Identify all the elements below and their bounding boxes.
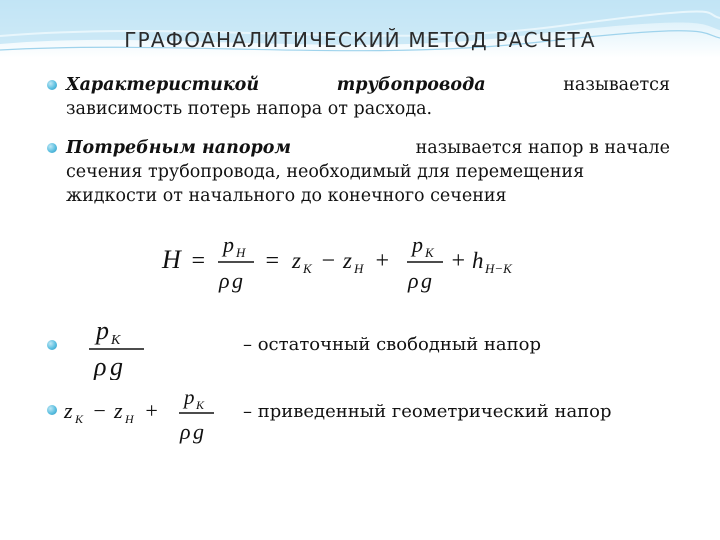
paragraph-line: зависимость потерь напора от расхода. (66, 99, 433, 119)
formula-subscript: K (303, 261, 312, 276)
formula-operator: + (374, 248, 391, 274)
bullet-icon (47, 80, 57, 90)
paragraph-line (66, 73, 670, 97)
formula-subscript: H (236, 245, 246, 260)
term-required-head: Потребным напором (66, 138, 292, 158)
formula-symbol: h (472, 248, 484, 273)
formula-symbol: z (114, 398, 123, 423)
formula-operator: = (264, 248, 281, 274)
paragraph-line: сечения трубопровода, необходимый для перемещения (66, 162, 585, 182)
formula-symbol: p (223, 232, 234, 257)
formula-symbol: z (292, 248, 301, 273)
formula-operator: + (450, 248, 467, 274)
formula-subscript: H (125, 412, 134, 426)
formula-subscript: K (75, 412, 84, 426)
paragraph-line: жидкости от начального до конечного сечения (66, 186, 507, 206)
formula-subscript: K (425, 245, 434, 260)
text-fragment: называется напор в начале (415, 138, 670, 158)
paragraph-characteristic (66, 73, 670, 121)
formula-symbol: ρ (408, 268, 419, 293)
main-formula (160, 228, 540, 298)
formula-subscript: H (354, 261, 364, 276)
formula-symbol: g (110, 352, 123, 380)
term-characteristic: Характеристикой (66, 75, 260, 95)
formula-operator: + (144, 398, 159, 423)
formula-symbol: z (64, 398, 73, 423)
geometric-head-formula (62, 384, 222, 450)
formula-operator: = (190, 248, 207, 274)
formula-symbol: g (421, 268, 432, 293)
formula-symbol: p (96, 316, 109, 345)
formula-symbol: g (193, 419, 204, 444)
residual-head-formula (86, 312, 156, 380)
paragraph-required-head (66, 136, 670, 208)
term-pipeline: трубопровода (336, 75, 486, 95)
bullet-icon (47, 405, 57, 415)
formula-symbol: ρ (219, 268, 230, 293)
formula-subscript: K (196, 398, 205, 412)
slide-title: ГРАФОАНАЛИТИЧЕСКИЙ МЕТОД РАСЧЕТА (124, 28, 596, 52)
formula-subscript: H−K (485, 261, 512, 276)
formula-subscript: K (111, 333, 121, 348)
formula-symbol: p (184, 385, 195, 409)
bullet-icon (47, 143, 57, 153)
geometric-head-description: – приведенный геометрический напор (243, 401, 612, 422)
bullet-icon (47, 340, 57, 350)
paragraph-line (66, 136, 670, 160)
formula-symbol: z (343, 248, 352, 273)
formula-symbol: H (162, 245, 181, 274)
text-fragment: называется (563, 75, 670, 95)
formula-symbol: p (412, 232, 423, 257)
formula-operator: − (92, 398, 107, 423)
formula-operator: − (320, 248, 337, 274)
formula-symbol: ρ (180, 419, 191, 444)
formula-symbol: ρ (94, 352, 107, 380)
residual-head-description: – остаточный свободный напор (243, 334, 542, 355)
formula-symbol: g (232, 268, 243, 293)
